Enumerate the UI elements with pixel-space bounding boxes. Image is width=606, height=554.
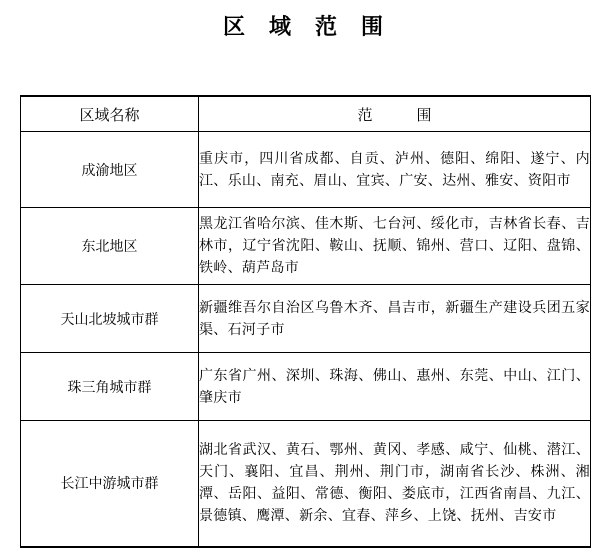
region-name: 天山北坡城市群 xyxy=(21,285,199,353)
header-scope xyxy=(199,96,591,132)
table-row xyxy=(21,421,591,547)
region-scope: 广东省广州、深圳、珠海、佛山、惠州、东莞、中山、江门、肇庆市 xyxy=(199,353,591,421)
region-scope: 湖北省武汉、黄石、鄂州、黄冈、孝感、咸宁、仙桃、潜江、天门、襄阳、宜昌、荆州、荆门市，湖南省长沙、株洲、湘潭、岳阳、益阳、常德、衡阳、娄底市，江西省南昌、九江、景德镇、鹰潭、新余、宜春、萍乡、上饶、抚州、吉安市 xyxy=(199,421,591,547)
region-name: 东北地区 xyxy=(21,208,199,285)
region-table xyxy=(20,95,591,548)
region-scope: 重庆市，四川省成都、自贡、泸州、德阳、绵阳、遂宁、内江、乐山、南充、眉山、宜宾、广安、达州、雅安、资阳市 xyxy=(199,132,591,208)
table-row xyxy=(21,353,591,421)
table-row xyxy=(21,132,591,208)
region-name: 珠三角城市群 xyxy=(21,353,199,421)
page-title xyxy=(0,10,606,41)
header-scope-char: 围 xyxy=(416,105,432,124)
title-char: 范 xyxy=(315,15,338,40)
title-char: 围 xyxy=(361,15,384,40)
title-char: 域 xyxy=(268,15,291,40)
region-name: 长江中游城市群 xyxy=(21,421,199,547)
table-row xyxy=(21,208,591,285)
region-name: 成渝地区 xyxy=(21,132,199,208)
region-scope: 黑龙江省哈尔滨、佳木斯、七台河、绥化市，吉林省长春、吉林市，辽宁省沈阳、鞍山、抚顺、锦州、营口、辽阳、盘锦、铁岭、葫芦岛市 xyxy=(199,208,591,285)
table-header-row xyxy=(21,96,591,132)
title-char: 区 xyxy=(222,15,245,40)
table-row xyxy=(21,285,591,353)
header-scope-char: 范 xyxy=(357,105,373,124)
region-scope: 新疆维吾尔自治区乌鲁木齐、昌吉市，新疆生产建设兵团五家渠、石河子市 xyxy=(199,285,591,353)
header-region: 区域名称 xyxy=(21,96,199,132)
